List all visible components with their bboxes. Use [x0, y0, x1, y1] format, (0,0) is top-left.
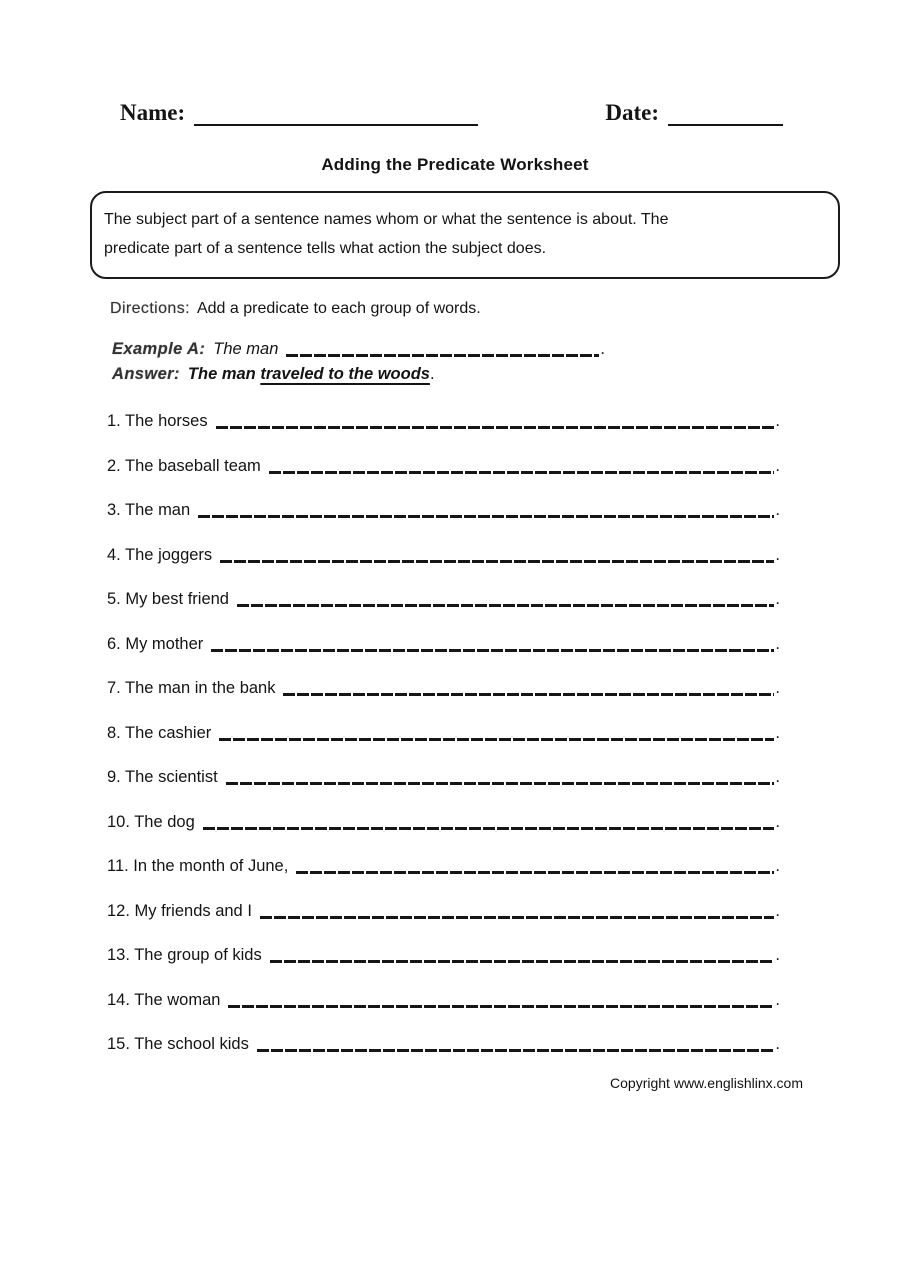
item-subject: 12. My friends and I — [107, 901, 252, 920]
directions — [110, 300, 775, 318]
answer-blank-9[interactable] — [226, 782, 775, 785]
item-subject: 15. The school kids — [107, 1035, 249, 1053]
answer-blank-4[interactable] — [220, 560, 774, 563]
item-subject: 14. The woman — [107, 990, 221, 1009]
item-period: . — [775, 1035, 780, 1053]
item-period: . — [775, 679, 780, 697]
page-title: Adding the Predicate Worksheet — [321, 155, 589, 174]
worksheet-item-12 — [107, 901, 780, 921]
item-period: . — [775, 768, 780, 786]
answer-period: . — [429, 365, 435, 383]
answer-blank-5[interactable] — [237, 604, 774, 607]
answer-blank-6[interactable] — [211, 649, 774, 652]
worksheet-item-6 — [107, 634, 780, 654]
date-field — [605, 100, 783, 126]
header — [120, 100, 783, 126]
worksheet-item-15 — [107, 1034, 780, 1054]
item-subject: 1. The horses — [107, 412, 208, 430]
definition-box — [90, 191, 840, 279]
definition-line-1: The subject part of a sentence names whom or what the sentence is about. The — [104, 211, 669, 228]
item-period: . — [775, 857, 780, 875]
answer-blank-10[interactable] — [203, 827, 775, 830]
answer-blank-8[interactable] — [219, 738, 774, 741]
item-subject: 5. My best friend — [107, 590, 229, 608]
item-period: . — [775, 590, 780, 608]
example-blank — [286, 354, 599, 357]
worksheet-item-10 — [107, 812, 780, 832]
answer-blank-2[interactable] — [269, 471, 775, 474]
date-blank[interactable] — [668, 100, 783, 126]
item-subject: 4. The joggers — [107, 545, 213, 564]
name-field — [120, 100, 478, 126]
worksheet-item-4 — [107, 545, 780, 565]
answer-blank-15[interactable] — [257, 1049, 775, 1052]
answer-blank-7[interactable] — [283, 693, 774, 696]
answer-blank-3[interactable] — [198, 515, 774, 518]
worksheet-item-1 — [107, 411, 780, 431]
item-subject: 8. The cashier — [107, 723, 212, 742]
item-subject: 2. The baseball team — [107, 456, 261, 475]
example-label: Example A: — [112, 340, 206, 358]
worksheet-page — [0, 100, 910, 1091]
worksheet-item-2 — [107, 456, 780, 476]
item-subject: 10. The dog — [107, 812, 195, 831]
definition-line-2: predicate part of a sentence tells what action the subject does. — [104, 240, 547, 257]
example-row — [112, 340, 775, 359]
item-period: . — [775, 412, 780, 430]
item-period: . — [775, 812, 780, 831]
item-subject: 13. The group of kids — [107, 946, 262, 964]
answer-label: Answer: — [112, 365, 180, 383]
item-subject: 6. My mother — [107, 634, 204, 653]
worksheet-item-14 — [107, 990, 780, 1010]
answer-blank-1[interactable] — [216, 426, 775, 429]
answer-subject: The man — [187, 365, 261, 383]
item-period: . — [775, 723, 780, 742]
item-period: . — [775, 501, 780, 519]
item-period: . — [775, 946, 780, 964]
answer-row — [112, 365, 775, 384]
answer-predicate: traveled to the woods — [260, 365, 430, 383]
item-period: . — [775, 901, 780, 920]
copyright-notice: Copyright www.englishlinx.com — [610, 1075, 803, 1091]
worksheet-items — [107, 411, 780, 1054]
item-period: . — [775, 634, 780, 653]
worksheet-item-13 — [107, 945, 780, 965]
worksheet-item-8 — [107, 723, 780, 743]
item-period: . — [775, 545, 780, 564]
date-label: Date: — [605, 100, 659, 125]
worksheet-item-9 — [107, 767, 780, 787]
example-period: . — [600, 340, 605, 358]
item-subject: 3. The man — [107, 501, 191, 519]
name-blank[interactable] — [194, 100, 478, 126]
worksheet-item-3 — [107, 500, 780, 520]
item-subject: 7. The man in the bank — [107, 679, 276, 697]
example-subject: The man — [213, 340, 279, 358]
answer-blank-13[interactable] — [270, 960, 775, 963]
answer-blank-12[interactable] — [260, 916, 774, 919]
item-subject: 9. The scientist — [107, 768, 218, 786]
item-period: . — [775, 990, 780, 1009]
worksheet-item-11 — [107, 856, 780, 876]
worksheet-item-7 — [107, 678, 780, 698]
directions-text: Add a predicate to each group of words. — [196, 300, 481, 317]
answer-blank-11[interactable] — [296, 871, 774, 874]
name-label: Name: — [120, 100, 186, 125]
item-subject: 11. In the month of June, — [107, 857, 289, 875]
directions-label: Directions: — [110, 300, 190, 317]
answer-blank-14[interactable] — [228, 1005, 774, 1008]
item-period: . — [775, 456, 780, 475]
worksheet-item-5 — [107, 589, 780, 609]
